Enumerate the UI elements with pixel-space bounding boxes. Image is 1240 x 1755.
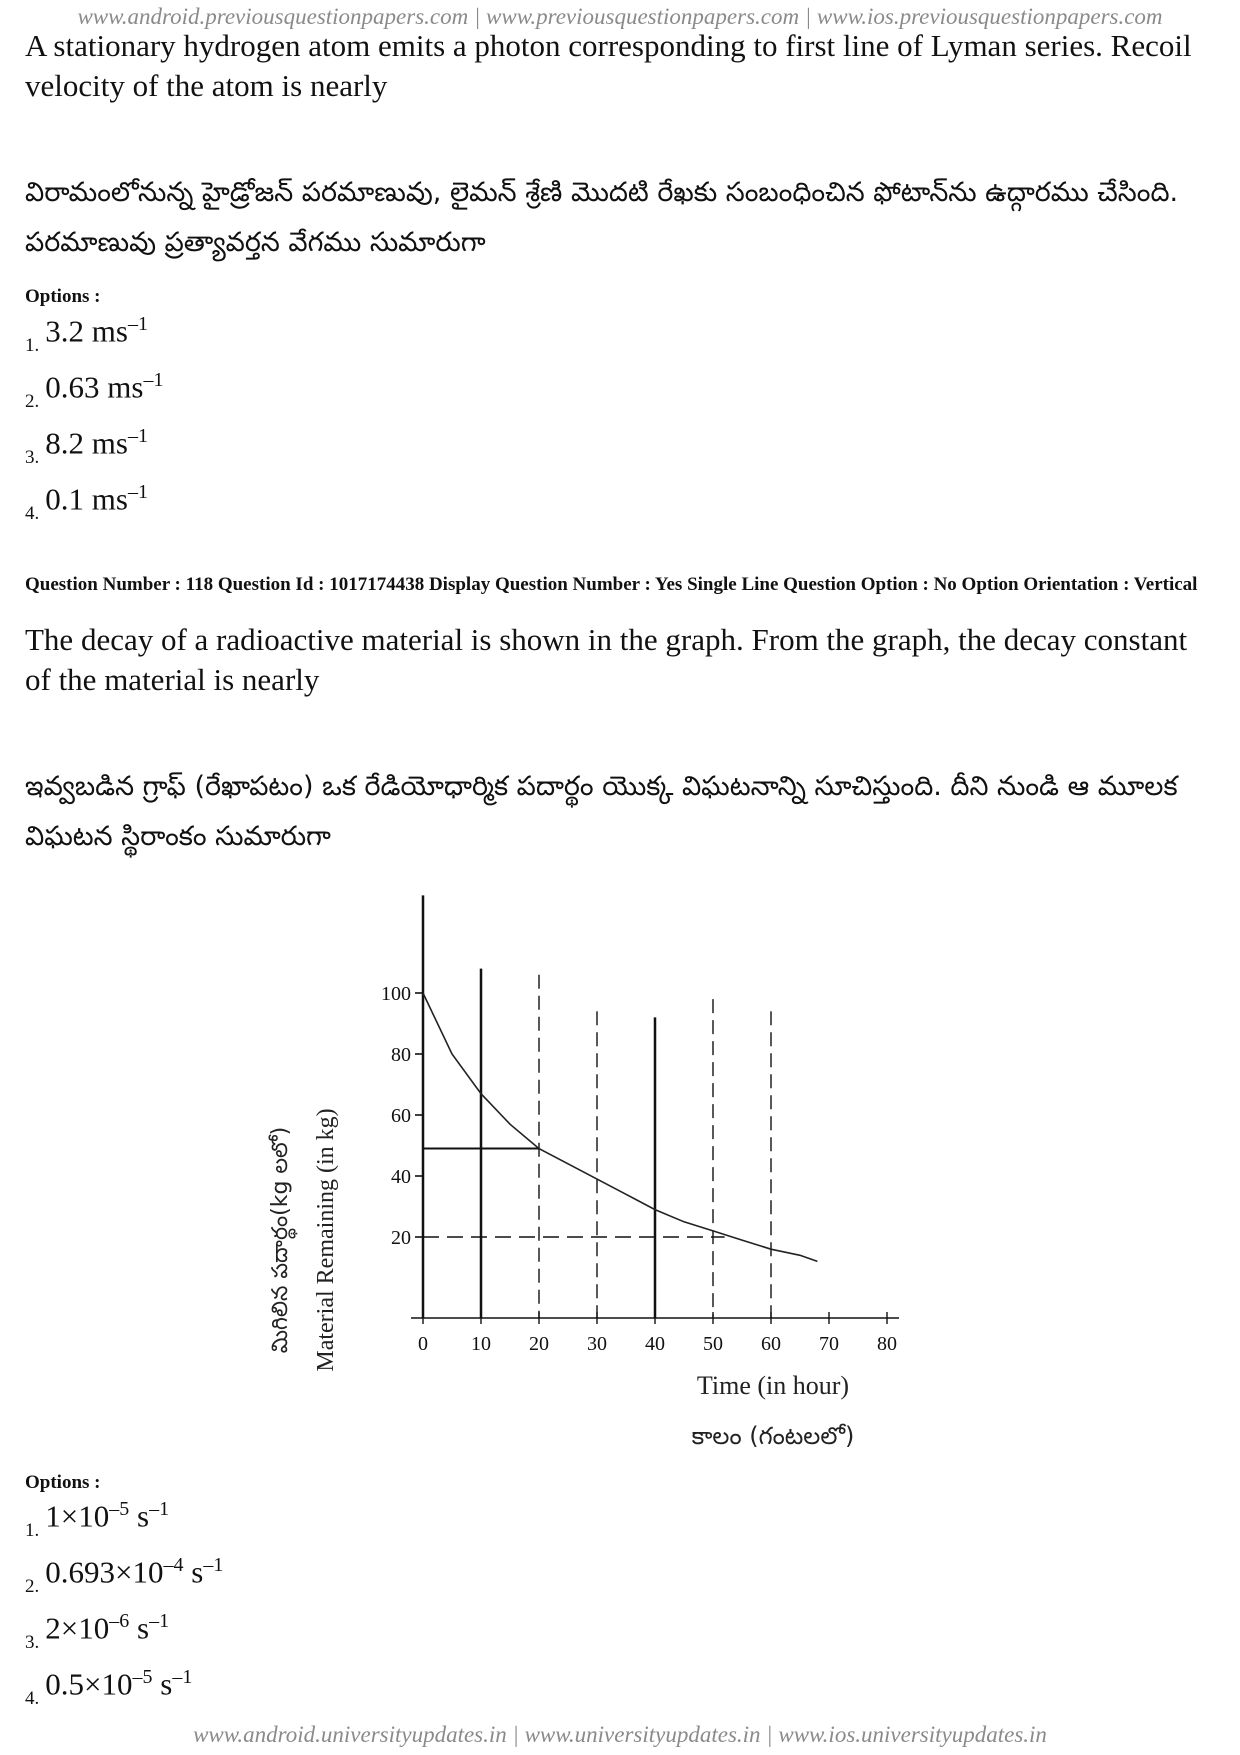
q2-option-3[interactable] (25, 1610, 169, 1654)
y-tick-label: 60 (391, 1105, 411, 1127)
q2-option-1[interactable] (25, 1498, 169, 1542)
x-tick-label: 60 (761, 1333, 781, 1355)
option-exponent: –5 (109, 1498, 130, 1520)
option-unit: s (183, 1554, 204, 1590)
option-number: 4. (25, 1688, 40, 1710)
option-exponent: –1 (127, 313, 148, 335)
q1-options-label: Options : (25, 286, 101, 307)
q2-question-telugu: ఇవ్వబడిన గ్రాఫ్ (రేఖాపటం) ఒక రేడియోధార్మిక పదార్థం యొక్క విఘటనాన్ని సూచిస్తుంది. దీని నుండి ఆ మూలక విఘటన స్థిరాంకం సుమారుగా (25, 771, 1178, 852)
option-exponent: –5 (132, 1666, 153, 1688)
y-axis-label: Material Remaining (in kg) (313, 1108, 339, 1372)
option-value: 0.63 ms (45, 369, 144, 405)
x-tick-label: 0 (418, 1333, 428, 1355)
y-tick-label: 80 (391, 1044, 411, 1066)
option-value: 8.2 ms (45, 425, 128, 461)
q1-option-1[interactable] (25, 313, 148, 357)
option-unit-exponent: –1 (149, 1498, 170, 1520)
q2-option-4[interactable] (25, 1666, 192, 1710)
option-exponent: –1 (127, 481, 148, 503)
option-value: 3.2 ms (45, 313, 128, 349)
watermark-bottom: www.android.universityupdates.in | www.universityupdates.in | www.ios.universityupdates.in (193, 1722, 1047, 1747)
option-value: 0.1 ms (45, 481, 128, 517)
x-axis-label-telugu: కాలం (గంటలలో) (691, 1422, 855, 1450)
y-tick-label: 40 (391, 1166, 411, 1188)
option-number: 1. (25, 1520, 40, 1542)
option-unit: s (129, 1498, 150, 1534)
x-tick-label: 80 (877, 1333, 897, 1355)
option-unit-exponent: –1 (149, 1610, 170, 1632)
option-mantissa: 0.693×10 (45, 1554, 164, 1590)
q1-option-3[interactable] (25, 425, 148, 469)
option-unit: s (129, 1610, 150, 1646)
y-tick-label: 20 (391, 1227, 411, 1249)
q2-metadata: Question Number : 118 Question Id : 1017174438 Display Question Number : Yes Single Line Question Option : No Option Orientation : Vertical (25, 574, 1198, 595)
option-exponent: –1 (127, 425, 148, 447)
option-exponent: –4 (163, 1554, 184, 1576)
y-axis-label-telugu: మిగిలిన పదార్థం(kg లలో) (268, 1126, 293, 1354)
q1-question-telugu: విరామంలోనున్న హైడ్రోజన్ పరమాణువు, లైమన్ శ్రేణి మొదటి రేఖకు సంబంధించిన ఫోటాన్‌ను ఉద్గారము చేసింది. పరమాణువు ప్రత్యావర్తన వేగము సుమారుగా (25, 177, 1179, 258)
option-number: 3. (25, 447, 40, 469)
x-axis-label: Time (in hour) (696, 1371, 850, 1400)
option-mantissa: 0.5×10 (45, 1666, 133, 1702)
x-tick-label: 70 (819, 1333, 839, 1355)
option-unit: s (152, 1666, 173, 1702)
option-unit-exponent: –1 (203, 1554, 224, 1576)
y-tick-label: 100 (381, 983, 411, 1005)
option-exponent: –6 (109, 1610, 130, 1632)
decay-chart (255, 880, 975, 1460)
x-tick-label: 10 (471, 1333, 491, 1355)
option-number: 2. (25, 1576, 40, 1598)
x-tick-label: 40 (645, 1333, 665, 1355)
option-number: 2. (25, 391, 40, 413)
x-tick-label: 50 (703, 1333, 723, 1355)
option-number: 3. (25, 1632, 40, 1654)
q1-question-english: A stationary hydrogen atom emits a photon corresponding to first line of Lyman series. Recoil velocity of the atom is nearly (25, 28, 1192, 103)
q1-option-4[interactable] (25, 481, 148, 525)
chart-ticks (381, 983, 897, 1355)
x-tick-label: 30 (587, 1333, 607, 1355)
x-tick-label: 20 (529, 1333, 549, 1355)
option-number: 4. (25, 503, 40, 525)
q1-option-2[interactable] (25, 369, 163, 413)
chart-guide-lines (423, 969, 771, 1318)
q2-options-label: Options : (25, 1472, 101, 1493)
option-exponent: –1 (143, 369, 164, 391)
q2-option-2[interactable] (25, 1554, 223, 1598)
option-mantissa: 1×10 (45, 1498, 110, 1534)
option-number: 1. (25, 335, 40, 357)
q2-question-english: The decay of a radioactive material is shown in the graph. From the graph, the decay constant of the material is nearly (25, 622, 1188, 697)
option-mantissa: 2×10 (45, 1610, 110, 1646)
option-unit-exponent: –1 (172, 1666, 193, 1688)
watermark-top: www.android.previousquestionpapers.com | www.previousquestionpapers.com | www.ios.previousquestionpapers.com (77, 4, 1163, 29)
